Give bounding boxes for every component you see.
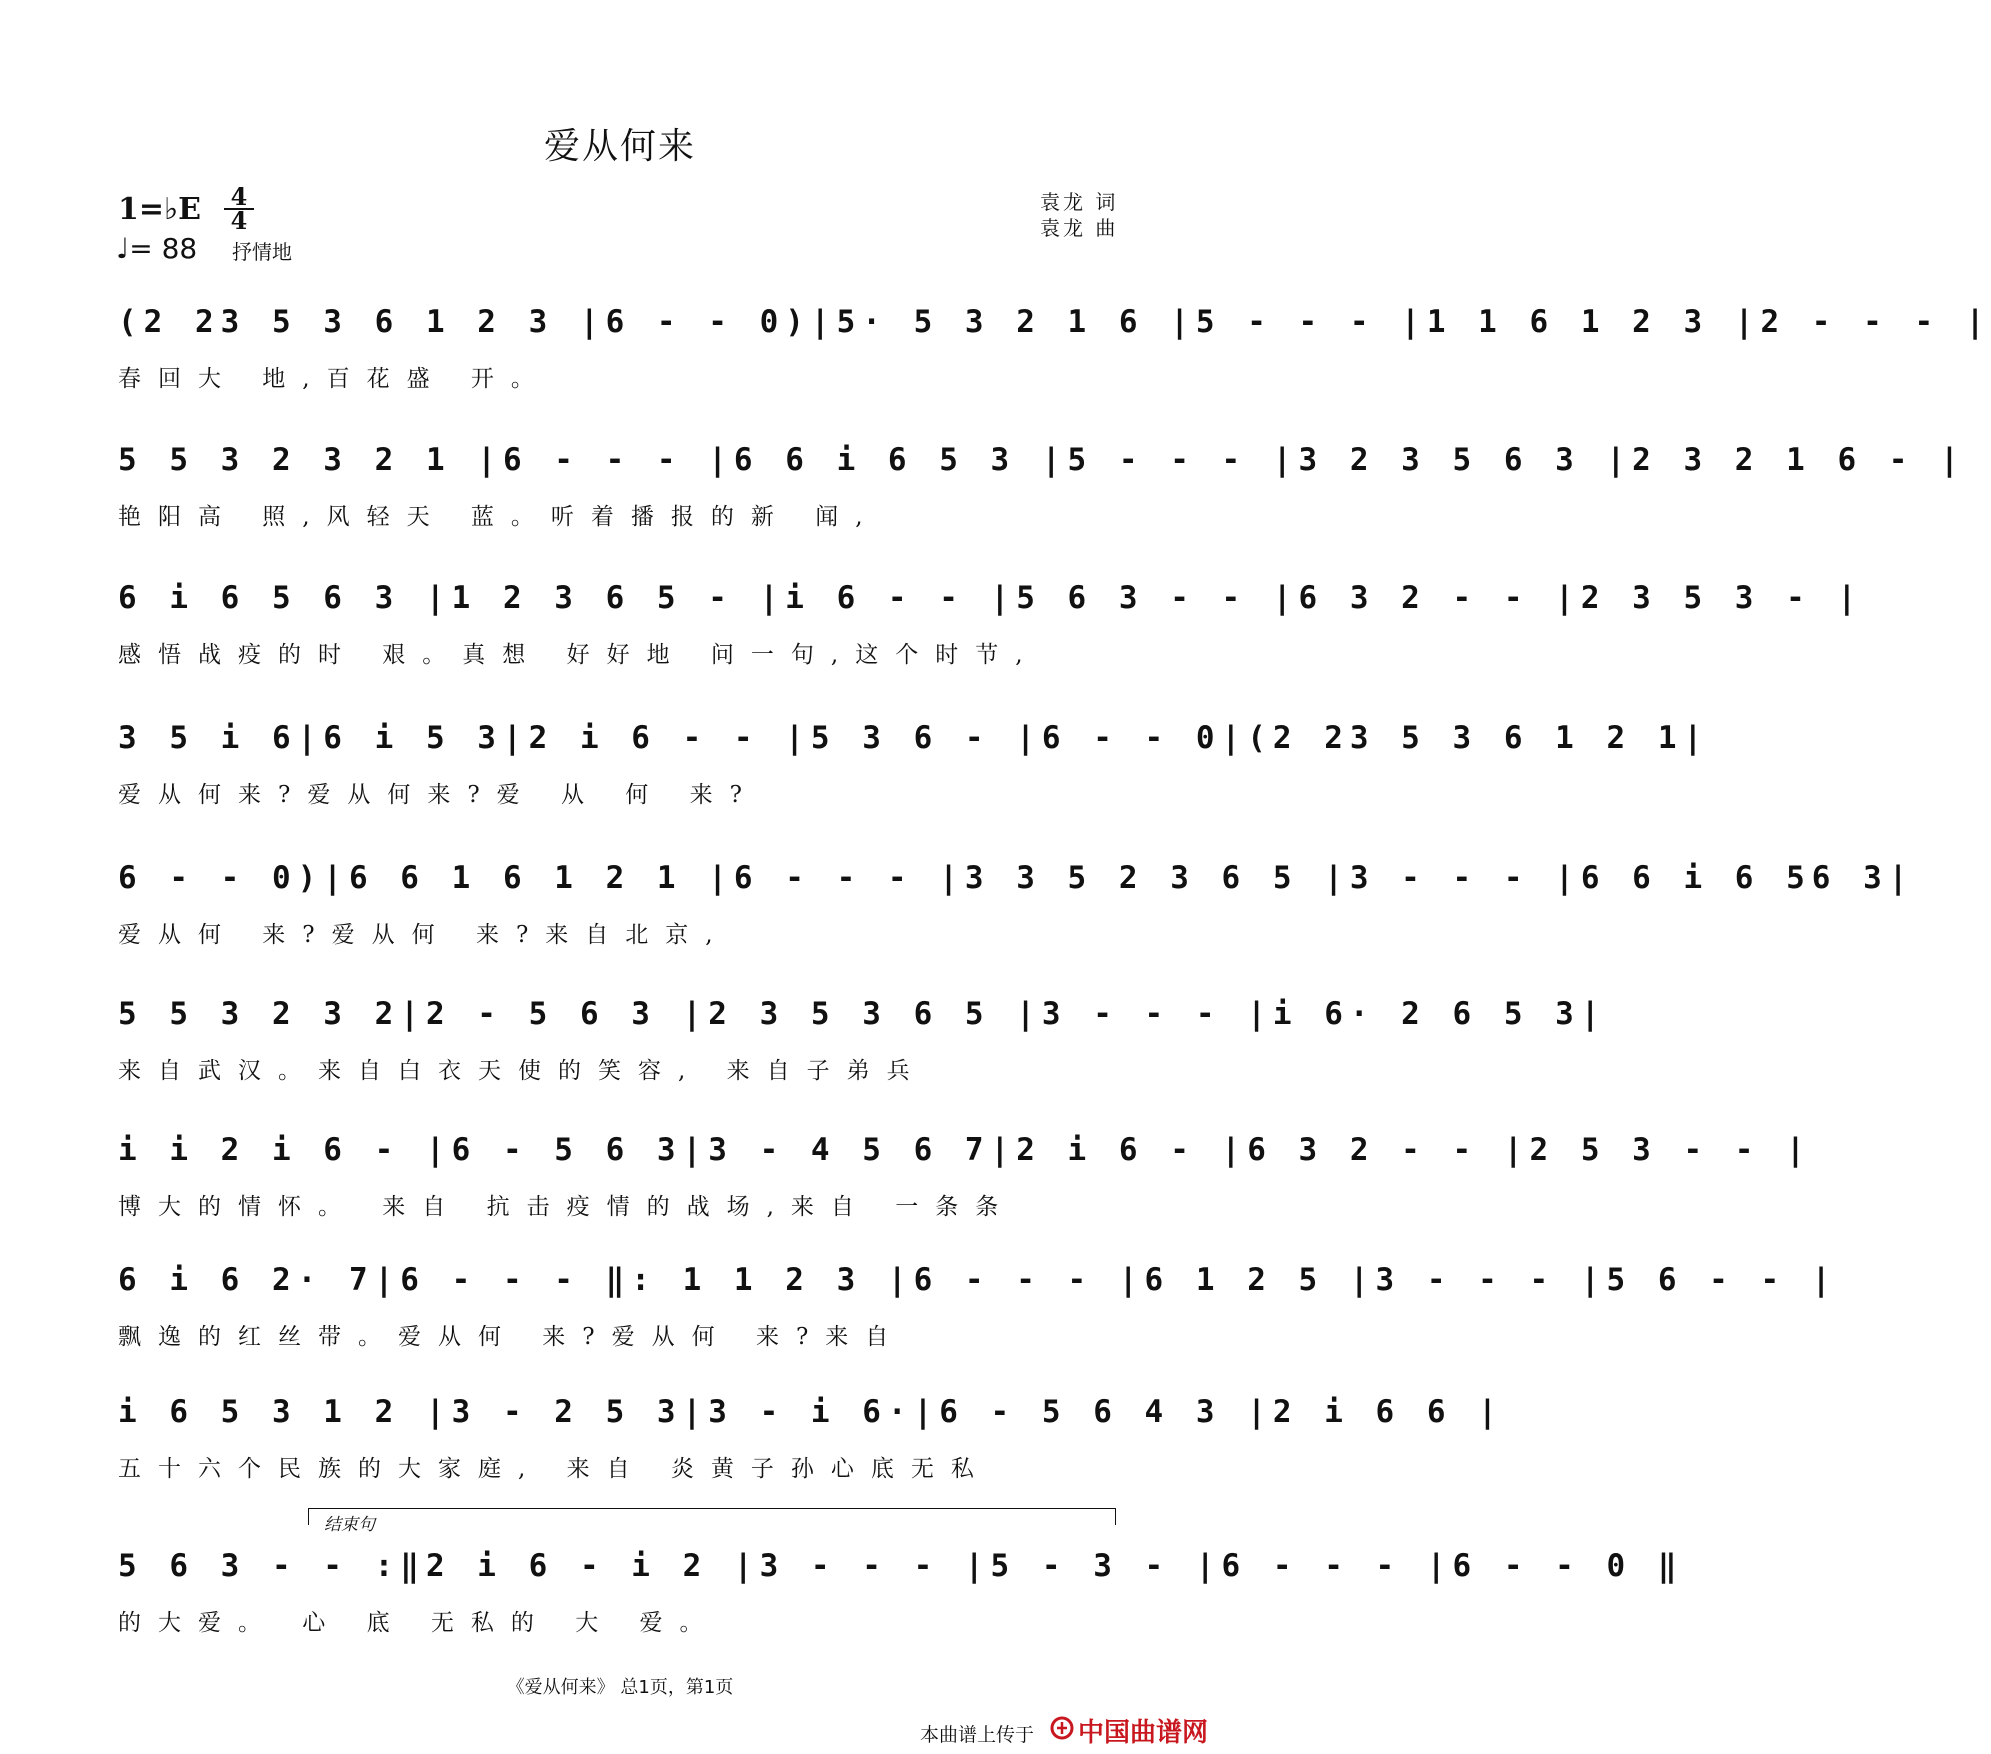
- notation-line: 5 5 3 2 3 2|2 - 5 6 3 |2 3 5 3 6 5 |3 - - - |i 6· 2 6 5 3|: [118, 996, 1607, 1032]
- page-footer: 《爱从何来》 总1页，第1页: [506, 1677, 734, 1698]
- lyrics-line: 的大爱。 心 底 无私的 大 爱。: [118, 1610, 720, 1636]
- notation-line: 6 i 6 2· 7|6 - - - ‖: 1 1 2 3 |6 - - - |6 1 2 5 |3 - - - |5 6 - - |: [118, 1262, 1838, 1298]
- lyrics-line: 爱从何 来?爱从何 来?来自北京,: [118, 922, 730, 948]
- lyrics-line: 艳阳高 照,风轻天 蓝。听着播报的新 闻,: [118, 504, 880, 530]
- lyrics-line: 飘逸的红丝带。爱从何 来?爱从何 来?来自: [118, 1324, 906, 1350]
- expression-marking: 抒情地: [232, 240, 292, 264]
- score-title: 爱从何来: [543, 126, 696, 167]
- lyricist-credit: 袁龙 词: [1040, 190, 1119, 214]
- notation-line: 5 6 3 - - :‖2 i 6 - i 2 |3 - - - |5 - 3 - |6 - - - |6 - - 0 ‖: [118, 1548, 1684, 1584]
- brand-name[interactable]: 中国曲谱网: [1078, 1718, 1209, 1748]
- lyrics-line: 五十六个民族的大家庭, 来自 炎黄子孙心底无私: [118, 1456, 991, 1482]
- key-signature: 1=♭E: [118, 192, 202, 227]
- lyrics-line: 爱从何来?爱从何来?爱 从 何 来?: [118, 782, 759, 808]
- lyrics-line: 博大的情怀。 来自 抗击疫情的战场,来自 一条条: [118, 1194, 1016, 1220]
- upload-note: 本曲谱上传于: [920, 1724, 1035, 1746]
- notation-line: 6 i 6 5 6 3 |1 2 3 6 5 - |i 6 - - |5 6 3 - - |6 3 2 - - |2 3 5 3 - |: [118, 580, 1864, 616]
- notation-line: 3 5 i 6|6 i 5 3|2 i 6 - - |5 3 6 - |6 - - 0|(2 23 5 3 6 1 2 1|: [118, 720, 1710, 756]
- ending-label: 结束句: [324, 1515, 375, 1535]
- notation-line: (2 23 5 3 6 1 2 3 |6 - - 0)|5· 5 3 2 1 6 |5 - - - |1 1 6 1 2 3 |2 - - - |: [118, 304, 1991, 340]
- lyrics-line: 感悟战疫的时 艰。真想 好好地 问一句,这个时节,: [118, 642, 1040, 668]
- notation-line: i i 2 i 6 - |6 - 5 6 3|3 - 4 5 6 7|2 i 6 - |6 3 2 - - |2 5 3 - - |: [118, 1132, 1812, 1168]
- lyrics-line: 来自武汉。来自白衣天使的笑容, 来自子弟兵: [118, 1058, 927, 1084]
- lyrics-line: 春回大 地,百花盛 开。: [118, 366, 551, 392]
- time-signature-bottom: 4: [224, 208, 254, 232]
- ending-bracket: [308, 1508, 1116, 1525]
- tempo-marking: ♩= 88: [116, 232, 198, 265]
- notation-line: i 6 5 3 1 2 |3 - 2 5 3|3 - i 6·|6 - 5 6 4 3 |2 i 6 6 |: [118, 1394, 1504, 1430]
- composer-credit: 袁龙 曲: [1040, 216, 1119, 240]
- notation-line: 5 5 3 2 3 2 1 |6 - - - |6 6 i 6 5 3 |5 - - - |3 2 3 5 6 3 |2 3 2 1 6 - |: [118, 442, 1966, 478]
- brand-logo-icon: [1050, 1716, 1074, 1740]
- time-signature-top: 4: [230, 182, 248, 211]
- notation-line: 6 - - 0)|6 6 1 6 1 2 1 |6 - - - |3 3 5 2 3 6 5 |3 - - - |6 6 i 6 56 3|: [118, 860, 1915, 896]
- time-signature: [224, 182, 254, 235]
